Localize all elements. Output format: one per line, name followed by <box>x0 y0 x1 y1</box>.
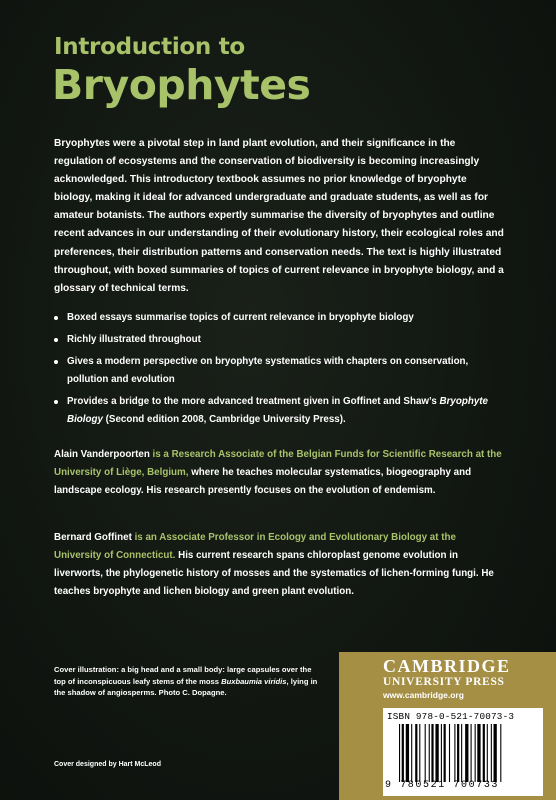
feature-text: Richly illustrated throughout <box>67 334 201 345</box>
feature-item <box>54 353 504 389</box>
author-role: is an Associate Professor in Ecology and Evolutionary Biology at the University of Connecticut. <box>54 532 456 561</box>
barcode-icon <box>397 724 537 782</box>
author-name: Alain Vanderpoorten <box>54 449 150 460</box>
feature-item <box>54 393 504 429</box>
feature-text: Boxed essays summarise topics of current relevance in bryophyte biology <box>67 312 414 323</box>
bullet-icon <box>54 400 58 404</box>
book-title-italic: Bryophyte Biology <box>67 396 488 425</box>
feature-item <box>54 331 504 349</box>
barcode-panel <box>383 708 543 796</box>
publisher-name: CAMBRIDGE <box>383 656 511 676</box>
caption-species-italic: Buxbaumia viridis <box>221 676 287 686</box>
author-rest: where he teaches molecular systematics, biogeography and landscape ecology. His research presently focuses on the evolution of endemism. <box>54 467 472 496</box>
author-role: is a Research Associate of the Belgian Funds for Scientific Research at the University of Liège, Belgium, <box>54 449 502 478</box>
author-bio-vanderpoorten <box>54 446 504 500</box>
publisher-subname: UNIVERSITY PRESS <box>383 676 505 688</box>
title-line-1: Introduction to <box>54 34 245 60</box>
cover-designer-credit: Cover designed by Hart McLeod <box>54 761 161 768</box>
blurb-paragraph: Bryophytes were a pivotal step in land plant evolution, and their significance in the regulation of ecosystems and the conservation of biodiversity is becoming increasingly acknowledged. This introductory textbook assumes no prior knowledge of bryophyte biology, making it ideal for advanced undergraduate and graduate students, as well as for amateur botanists. The authors expertly summarise the diversity of bryophytes and outline recent advances in our understanding of their evolutionary history, their ecological roles and preferences, their distribution patterns and conservation needs. The text is highly illustrated throughout, with boxed summaries of topics of current relevance in bryophyte biology, and a glossary of technical terms. <box>54 138 504 294</box>
publisher-panel <box>339 652 556 800</box>
isbn-label: ISBN 978-0-521-70073-3 <box>387 711 515 722</box>
feature-list <box>54 309 504 433</box>
feature-text-before: Provides a bridge to the more advanced treatment given in Goffinet and Shaw’s <box>67 396 440 407</box>
barcode-digits: 9 780521 700733 <box>385 780 500 791</box>
author-bio-goffinet <box>54 529 504 601</box>
cover-illustration-caption <box>54 664 324 699</box>
author-name: Bernard Goffinet <box>54 532 132 543</box>
author-rest: His current research spans chloroplast genome evolution in liverworts, the phylogenetic history of mosses and the systematics of lichen-forming fungi. He teaches bryophyte and lichen biology and green plant evolution. <box>54 550 494 597</box>
feature-text: Gives a modern perspective on bryophyte systematics with chapters on conservation, pollution and evolution <box>67 356 469 385</box>
bullet-icon <box>54 360 58 364</box>
title-line-2: Bryophytes <box>52 61 311 109</box>
publisher-url: www.cambridge.org <box>383 690 464 700</box>
feature-item <box>54 309 504 327</box>
caption-after: , lying in the shadow of angiosperms. Photo C. Dopagne. <box>54 676 318 698</box>
caption-before: Cover illustration: a big head and a small body: large capsules over the top of inconspicuous leafy stems of the moss <box>54 665 312 686</box>
feature-text-after: (Second edition 2008, Cambridge University Press). <box>102 414 346 425</box>
bullet-icon <box>54 316 58 320</box>
bullet-icon <box>54 338 58 342</box>
